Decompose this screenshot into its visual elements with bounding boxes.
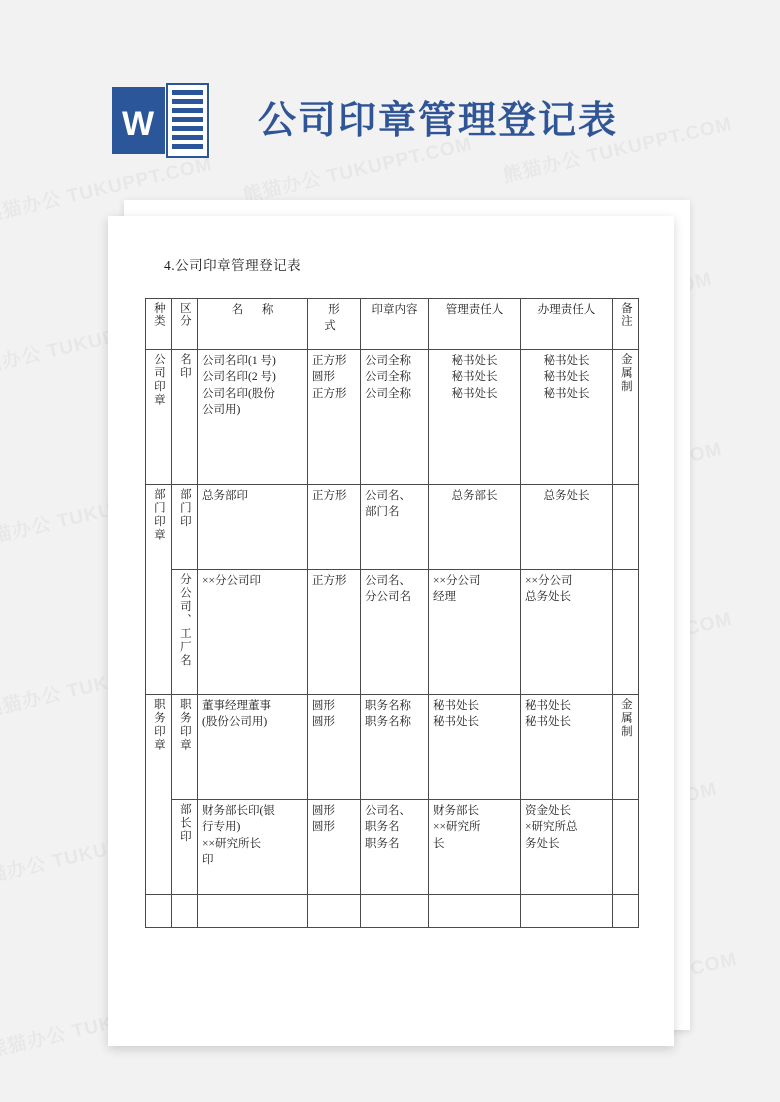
page-header xyxy=(0,0,780,190)
cell-form: 正方形 xyxy=(308,570,361,695)
cell-division: 职务印章 xyxy=(172,695,198,800)
cell-note: 金属制 xyxy=(613,695,639,800)
cell-manager: 总务部长 xyxy=(429,485,521,570)
cell-type xyxy=(146,895,172,928)
cell-division xyxy=(172,895,198,928)
cell-type: 职务印章 xyxy=(146,695,172,895)
cell-form: 正方形 xyxy=(308,485,361,570)
cell-division: 分公司、工厂名 xyxy=(172,570,198,695)
cell-type: 公司印章 xyxy=(146,350,172,485)
cell-content: 职务名称 职务名称 xyxy=(361,695,429,800)
cell-division: 名印 xyxy=(172,350,198,485)
page-title: 公司印章管理登记表 xyxy=(258,100,619,142)
cell-note xyxy=(613,800,639,895)
cell-handler xyxy=(521,895,613,928)
table-row xyxy=(146,350,639,485)
cell-form: 圆形 圆形 xyxy=(308,800,361,895)
cell-form xyxy=(308,895,361,928)
cell-note xyxy=(613,895,639,928)
cell-manager: ××分公司 经理 xyxy=(429,570,521,695)
section-heading: 4.公司印章管理登记表 xyxy=(164,258,302,273)
column-header-form: 形 式 xyxy=(308,299,361,350)
cell-division: 部长印 xyxy=(172,800,198,895)
cell-note: 金属制 xyxy=(613,350,639,485)
column-header-content: 印章内容 xyxy=(361,299,429,350)
column-header-handler: 办理责任人 xyxy=(521,299,613,350)
column-header-division: 区分 xyxy=(172,299,198,350)
cell-division: 部门印 xyxy=(172,485,198,570)
cell-handler: 总务处长 xyxy=(521,485,613,570)
table-row-empty xyxy=(146,895,639,928)
cell-form: 圆形 圆形 xyxy=(308,695,361,800)
cell-content xyxy=(361,895,429,928)
cell-manager xyxy=(429,895,521,928)
cell-note xyxy=(613,570,639,695)
table-row xyxy=(146,485,639,570)
cell-name: 财务部长印(银 行专用) ××研究所长 印 xyxy=(198,800,308,895)
cell-content: 公司名、 职务名 职务名 xyxy=(361,800,429,895)
cell-name: 公司名印(1 号) 公司名印(2 号) 公司名印(股份 公司用) xyxy=(198,350,308,485)
column-header-manager: 管理责任人 xyxy=(429,299,521,350)
cell-name xyxy=(198,895,308,928)
cell-content: 公司全称 公司全称 公司全称 xyxy=(361,350,429,485)
table-header-row xyxy=(146,299,639,350)
table-row xyxy=(146,695,639,800)
cell-name: 董事经理董事 (股份公司用) xyxy=(198,695,308,800)
cell-note xyxy=(613,485,639,570)
word-logo-icon xyxy=(112,83,210,158)
cell-handler: 秘书处长 秘书处长 xyxy=(521,695,613,800)
cell-name: 总务部印 xyxy=(198,485,308,570)
paper-sheet-front xyxy=(108,216,674,1046)
seal-registration-table xyxy=(145,298,639,928)
svg-text:W: W xyxy=(121,105,155,143)
cell-manager: 财务部长 ××研究所 长 xyxy=(429,800,521,895)
column-header-type: 种类 xyxy=(146,299,172,350)
cell-content: 公司名、 分公司名 xyxy=(361,570,429,695)
column-header-name: 名 称 xyxy=(198,299,308,350)
cell-name: ××分公司印 xyxy=(198,570,308,695)
cell-manager: 秘书处长 秘书处长 xyxy=(429,695,521,800)
document-page xyxy=(108,216,674,1046)
cell-handler: ××分公司 总务处长 xyxy=(521,570,613,695)
cell-type: 部门印章 xyxy=(146,485,172,695)
cell-content: 公司名、 部门名 xyxy=(361,485,429,570)
cell-handler: 资金处长 ×研究所总 务处长 xyxy=(521,800,613,895)
table-row xyxy=(146,800,639,895)
table-row xyxy=(146,570,639,695)
cell-form: 正方形 圆形 正方形 xyxy=(308,350,361,485)
cell-manager: 秘书处长 秘书处长 秘书处长 xyxy=(429,350,521,485)
column-header-note: 备注 xyxy=(613,299,639,350)
cell-handler: 秘书处长 秘书处长 秘书处长 xyxy=(521,350,613,485)
